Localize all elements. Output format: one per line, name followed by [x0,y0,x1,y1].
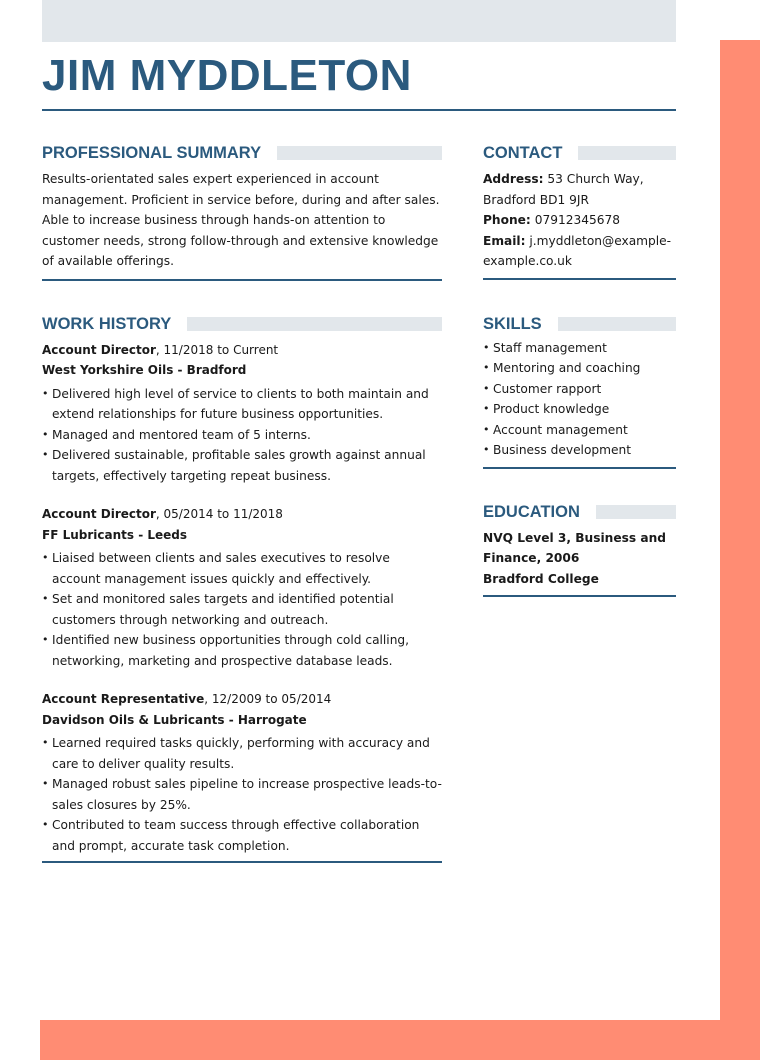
skills-section [483,313,676,469]
education-degree: NVQ Level 3, Business and Finance, 2006 [483,530,666,565]
section-title-bar [277,146,442,160]
job-entry [42,340,442,487]
list-item: • Staff management [483,338,676,359]
name-divider [42,109,676,111]
job-dates: , 12/2009 to 05/2014 [204,692,332,706]
job-bullets [42,384,442,487]
job-title: Account Director [42,507,156,521]
list-item: • Identified new business opportunities through cold calling, networking, marketing and prospective database leads. [42,630,442,671]
job-header [42,340,442,361]
job-header [42,689,442,710]
section-title: SKILLS [483,314,542,333]
summary-heading [42,142,442,164]
list-item: • Set and monitored sales targets and identified potential customers through networking and outreach. [42,589,442,630]
phone-label: Phone: [483,213,531,227]
section-title: WORK HISTORY [42,314,172,333]
job-employer: FF Lubricants - Leeds [42,527,188,542]
accent-border-right [720,40,760,1060]
list-item: • Business development [483,440,676,461]
skills-list [483,338,676,464]
section-title: CONTACT [483,144,563,162]
list-item: • Delivered high level of service to clients to both maintain and extend relationships for future business opportunities. [42,384,442,425]
header-band [42,0,676,42]
job-header [42,504,442,525]
list-item: • Contributed to team success through effective collaboration and prompt, accurate task completion. [42,815,442,856]
list-item: • Managed and mentored team of 5 interns. [42,425,442,446]
candidate-name: JIM MYDDLETON [42,51,412,100]
contact-details [483,169,676,272]
job-employer: Davidson Oils & Lubricants - Harrogate [42,712,307,727]
email-label: Email: [483,233,526,248]
work-history-section [42,313,442,864]
list-item: • Mentoring and coaching [483,358,676,379]
accent-border-bottom [40,1020,760,1060]
education-school: Bradford College [483,571,599,586]
contact-section [483,142,676,280]
skills-heading [483,313,676,335]
job-dates: , 05/2014 to 11/2018 [155,507,283,521]
list-item: • Account management [483,420,676,441]
list-item: • Liaised between clients and sales executives to resolve account management issues quickly and effectively. [42,548,442,589]
list-item: • Product knowledge [483,399,676,420]
job-title: Account Director [42,342,156,357]
phone-value: 07912345678 [534,213,620,227]
job-employer: West Yorkshire Oils - Bradford [42,363,247,377]
job-title: Account Representative [42,692,205,706]
contact-email [483,231,676,272]
email-value: j.myddleton@example-example.co.uk [483,233,672,268]
work-history-heading [42,313,442,335]
list-item: • Learned required tasks quickly, performing with accuracy and care to deliver quality results. [42,733,442,774]
list-item: • Managed robust sales pipeline to increase prospective leads-to-sales closures by 25%. [42,774,442,815]
education-section [483,501,676,598]
section-title: PROFESSIONAL SUMMARY [42,144,262,162]
left-column [42,142,442,863]
job-bullets [42,548,442,671]
list-item: • Customer rapport [483,379,676,400]
contact-heading [483,142,676,164]
summary-section [42,142,442,281]
address-value: 53 Church Way, Bradford BD1 9JR [483,172,644,207]
contact-phone [483,210,676,231]
right-column [483,142,676,597]
section-title-bar [578,146,676,160]
section-title-bar [558,317,676,331]
list-item: • Delivered sustainable, profitable sales growth against annual targets, effectively targeting repeat business. [42,445,442,486]
job-bullets [42,733,442,856]
job-entry [42,504,442,671]
section-title-bar [596,505,676,519]
section-title: EDUCATION [483,502,580,521]
summary-text: Results-orientated sales expert experienced in account management. Proficient in service before, during and after sales. Able to increase business through hands-on attention to customer needs, strong follow-through and extensive knowledge of available offerings. [42,172,440,268]
job-dates: , 11/2018 to Current [155,342,279,357]
section-title-bar [187,317,442,331]
education-heading [483,501,676,523]
address-label: Address: [483,172,544,186]
contact-address [483,169,676,210]
job-entry [42,689,442,856]
